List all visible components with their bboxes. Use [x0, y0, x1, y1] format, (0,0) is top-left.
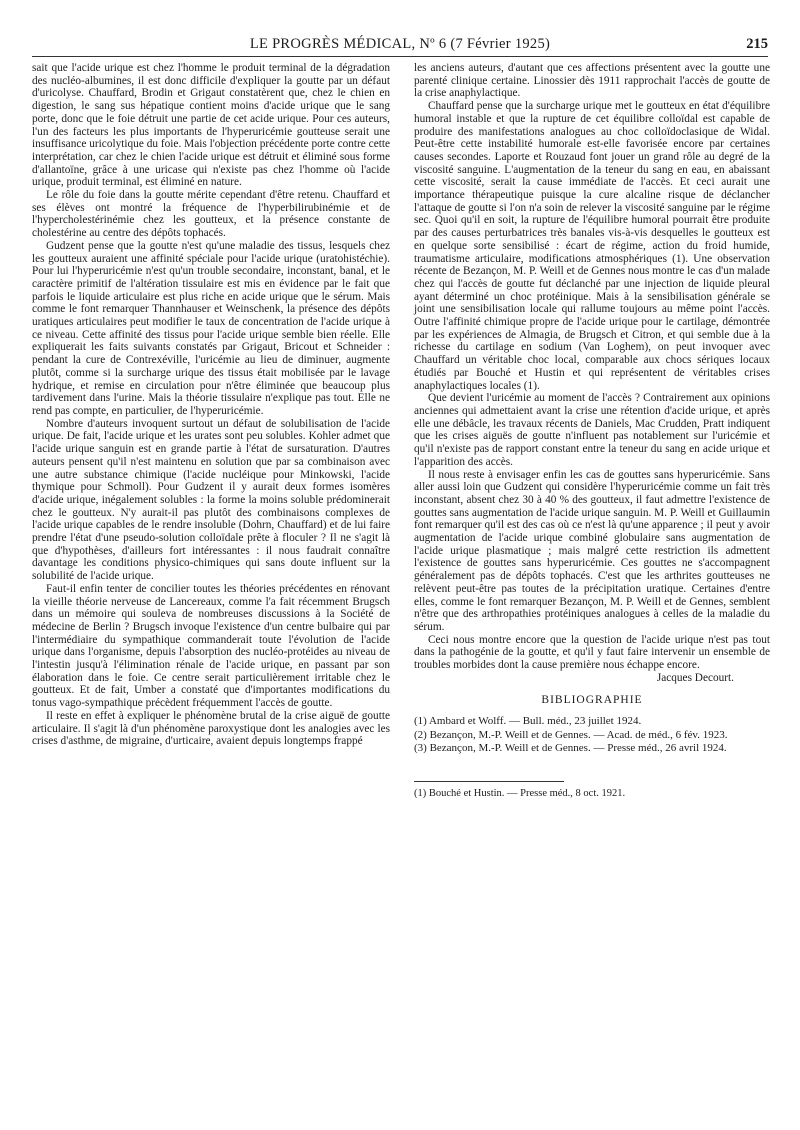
- right-column: [414, 62, 770, 800]
- left-column: [32, 62, 390, 748]
- paragraph: Gudzent pense que la goutte n'est qu'une maladie des tissus, lesquels chez les goutteux auraient une affinité spéciale pour l'acide urique (uratohistéchie). Pour lui l'hyperuricémie n'est qu'un trouble secondaire, inconstant, banal, et le caractère primitif de l'altération tissulaire est mis en évidence par le fait que parfois le liquide articulaire est plus riche en acide urique que le sérum. Mais comme le font remarquer Thannhauser et Weinschenk, la présence des dépôts uratiques articulaires peut modifier le taux de concentration de l'acide urique à ce niveau. Cette affinité des tissus pour l'acide urique semble bien réelle. Elle expliquerait les faits suivants constatés par Grigaut, Bricout et Schneider : pendant la cure de Contrexéville, l'uricémie au lieu de diminuer, augmente plutôt, comme si la surcharge urique des tissus était mobilisée par le lavage hydrique, et remise en circulation pour n'être éliminée que beaucoup plus tardivement dans l'urine. Mais la théorie tissulaire n'explique pas tout. Elle ne rend pas compte, en particulier, de l'hyperuricémie.: [32, 239, 390, 417]
- page-header: [32, 36, 768, 57]
- paragraph: Il nous reste à envisager enfin les cas de gouttes sans hyperuricémie. Sans aller aussi loin que Gudzent qui considère l'hyperuricémie comme un fait très inconstant, absent chez 30 à 40 % des goutteux, il faut admettre l'existence de gouttes sans augmentation de l'acide urique sanguin. M. P. Weill et Guillaumin font remarquer qu'il est des cas où ce n'est là qu'une apparence ; il peut y avoir augmentation de l'acide urique combiné globulaire sans augmentation de l'acide urique plasmatique ; mais malgré cette restriction ils admettent l'existence de gouttes sans hyperuricémie. Ces gouttes ne s'accompagnent généralement pas de dépôts tophacés. C'est que les arthrites goutteuses ne relèvent peut-être pas toutes de la précipitation uratique. Certaines d'entre elles, comme le font remarquer Bezançon, M. P. Weill et de Gennes, semblent n'être que des arthropathies protéiniques analogues à celles de la maladie du sérum.: [414, 468, 770, 633]
- paragraph: Le rôle du foie dans la goutte mérite cependant d'être retenu. Chauffard et ses élèves ont montré la fréquence de l'hyperbilirubinémie et de l'hypercholestérinémie chez les goutteux, et la présence constante de cholestérine au centre des dépôts tophacés.: [32, 189, 390, 240]
- bibliography: [414, 715, 770, 755]
- footnote-divider: [414, 781, 564, 782]
- bibliography-title: BIBLIOGRAPHIE: [541, 694, 643, 707]
- paragraph: Que devient l'uricémie au moment de l'accès ? Contrairement aux opinions anciennes qui admettaient avant la crise une rétention d'acide urique, et après elle une débâcle, les travaux récents de Daniels, Mac Crudden, Pratt indiquent que les crises aiguës de goutte n'influent pas notablement sur l'uricémie et qu'il n'existe pas de rapport constant entre la teneur du sang en acide urique et l'apparition des accès.: [414, 392, 770, 468]
- bibliography-entry: (1) Ambard et Wolff. — Bull. méd., 23 juillet 1924.: [414, 715, 642, 728]
- journal-title: LE PROGRÈS MÉDICAL, Nº 6 (7 Février 1925): [249, 36, 551, 52]
- paragraph: Faut-il enfin tenter de concilier toutes les théories précédentes en rénovant la vieille théorie nerveuse de Lancereaux, comme l'a fait récemment Brugsch dans un mémoire qui souleva de nombreuses discussions à la Société de médecine de Berlin ? Brugsch invoque l'existence d'un centre bulbaire qui par l'intermédiaire du sympathique commanderait toute l'évolution de l'acide urique dans l'organisme, depuis l'absorption des nucléo-protéides au niveau de l'intestin jusqu'à l'élimination rénale de l'acide urique, en passant par son élaboration dans le foie. Ce centre serait particulièrement irritable chez le goutteux. Et de fait, Umber a constaté que d'importantes modifications du tonus vago-sympathique précèdent fréquemment l'accès de goutte.: [32, 582, 390, 710]
- paragraph: les anciens auteurs, d'autant que ces affections présentent avec la goutte une parenté clinique certaine. Linossier dès 1911 rapprochait l'accès de goutte de la crise anaphylactique.: [414, 62, 770, 100]
- bibliography-entry: (2) Bezançon, M.-P. Weill et de Gennes. — Acad. de méd., 6 fév. 1923.: [414, 728, 728, 741]
- author-signature: Jacques Decourt.: [656, 671, 734, 684]
- paragraph: sait que l'acide urique est chez l'homme le produit terminal de la dégradation des nucléo-albumines, il est donc difficile d'expliquer la goutte par un défaut d'uricolyse. Chauffard, Brodin et Grigaut constatèrent que, chez le chien en digestion, le sang sus hépatique contient moins d'acide urique que le sang porte, donc que le foie détruit une partie de cet acide urique. Pour ces auteurs, l'un des facteurs les plus importants de l'hyperuricémie goutteuse serait une insuffisance uricolytique du foie. Mais l'objection précédente porte contre cette interprétation, car chez le chien l'acide urique est détruit et éliminé sous forme d'allantoïne, grâce à une uricase qui n'existe pas chez l'homme où l'acide urique, produit terminal, est éliminé en nature.: [32, 62, 390, 189]
- bibliography-entry: (3) Bezançon, M.-P. Weill et de Gennes. — Presse méd., 26 avril 1924.: [414, 742, 727, 755]
- footnote: (1) Bouché et Hustin. — Presse méd., 8 oct. 1921.: [414, 787, 626, 799]
- paragraph: Il reste en effet à expliquer le phénomène brutal de la crise aiguë de goutte articulaire. Il s'agit là d'un phénomène paroxystique dont les analogies avec les crises d'asthme, de migraine, d'urticaire, avaient depuis longtemps frappé: [32, 709, 390, 748]
- paragraph: Nombre d'auteurs invoquent surtout un défaut de solubilisation de l'acide urique. De fait, l'acide urique et les urates sont peu solubles. Kohler admet que l'acide urique sanguin est en grande partie à l'état de sursaturation. D'autres auteurs pensent qu'il n'est maintenu en solution que par sa combinaison avec une autre substance chimique (l'acide nucléique pour Minkowski, l'acide thymique pour Schmoll). Pour Gudzent il y aurait deux formes isomères d'acide urique, inégalement solubles : la forme la moins soluble prédominerait chez le goutteux. N'y aurait-il pas plutôt des combinaisons complexes de l'acide urique capables de le rendre insoluble (Dohrn, Chauffard) et de lui faire prendre l'état d'une pseudo-solution colloïdale prête à floculer ? Il ne s'agit là que d'hypothèses, d'ailleurs fort intéressantes : il nous faudrait connaître davantage les conditions physico-chimiques qui sans doute influent sur la solubilité de l'acide urique.: [32, 417, 390, 583]
- paragraph: Chauffard pense que la surcharge urique met le goutteux en état d'équilibre humoral instable et que la rupture de cet équilibre colloïdal est capable de produire des manifestations analogues au choc colloïdoclasique de Widal. Peut-être cette instabilité humorale est-elle favorisée encore par certaines causes secondes. Laporte et Rouzaud font jouer un grand rôle au degré de la viscosité sanguine. L'augmentation de la teneur du sang en eau, en abaissant cette viscosité, serait la cause immédiate de l'accès. Et ceci aurait une importance thérapeutique puisque la cure alcaline risque de déclancher l'attaque de goutte si l'on n'a soin de relever la viscosité sanguine par le régime sec. Quoi qu'il en soit, la rupture de l'équilibre humoral pourrait être produite par des causes perturbatrices très banales vis-à-vis desquelles le goutteux est en quelque sorte sensibilisé : écart de régime, action du froid humide, traumatisme articulaire, modifications atmosphériques (1). Une observation récente de Bezançon, M. P. Weill et de Gennes nous montre le cas d'un malade chez qui l'accès de goutte fut déclanché par une injection de liquide pleural ayant déterminé un choc protéinique. Mais à la sensibilisation générale se joint une sensibilisation locale qui rallume toujours au même point l'accès. Outre l'affinité chimique propre de l'acide urique pour le cartilage, démontrée par les expériences de Almagia, de Brugsch et Citron, et qui semble due à la richesse du cartilage en sodium (Van Loghem), on peut invoquer avec Chauffard un véritable choc local, comparable aux chocs sériques locaux étudiés par Bouché et Hustin et qui représentent de véritables crises anaphylactiques locales (1).: [414, 100, 770, 392]
- page-number: 215: [746, 36, 768, 52]
- paragraph: Ceci nous montre encore que la question de l'acide urique n'est pas tout dans la pathogénie de la goutte, et qu'il y faut faire intervenir un ensemble de troubles morbides dont la cause première nous échappe encore.: [414, 633, 770, 672]
